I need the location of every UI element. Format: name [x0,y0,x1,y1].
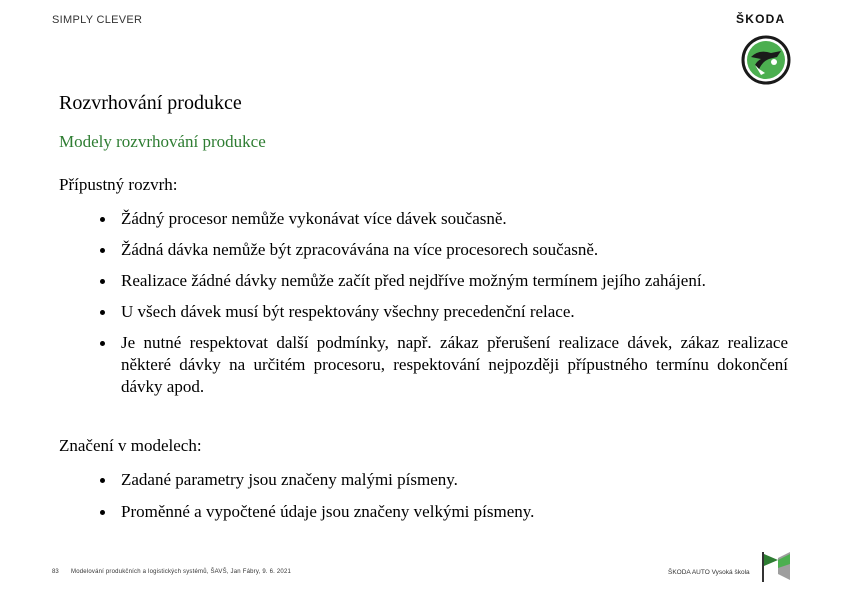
bullet-icon [100,248,105,253]
skoda-logo-icon [741,35,791,85]
school-flag-icon [760,550,794,584]
bullet-icon [100,279,105,284]
bullet-icon [100,341,105,346]
footer-brand: ŠKODA AUTO Vysoká škola [668,569,750,576]
brand-name: ŠKODA [736,12,786,26]
bullet-icon [100,478,105,483]
footer-text: Modelování produkčních a logistických systémů, ŠAVŠ, Jan Fábry, 9. 6. 2021 [71,569,292,575]
list-item: Žádná dávka nemůže být zpracovávána na více procesorech současně. [98,239,788,261]
tagline: SIMPLY CLEVER [52,14,143,26]
page-number: 83 [52,569,59,575]
feasible-schedule-list [98,208,788,407]
list-item: Proměnné a vypočtené údaje jsou značeny velkými písmeny. [98,501,788,523]
bullet-icon [100,217,105,222]
section-heading-model-notation: Značení v modelech: [59,436,202,455]
slide-title: Rozvrhování produkce [59,92,242,114]
list-item: Je nutné respektovat další podmínky, např. zákaz přerušení realizace dávek, zákaz realizace některé dávky na určitém procesoru, respektování nejpozději přípustného termínu dokončení dávky apod. [98,332,788,398]
slide-subtitle: Modely rozvrhování produkce [59,132,266,151]
list-item: U všech dávek musí být respektovány všechny precedenční relace. [98,301,788,323]
list-item: Zadané parametry jsou značeny malými písmeny. [98,469,788,491]
list-item: Realizace žádné dávky nemůže začít před nejdříve možným termínem jejího zahájení. [98,270,788,292]
section-heading-feasible-schedule: Přípustný rozvrh: [59,175,178,194]
bullet-icon [100,510,105,515]
bullet-icon [100,310,105,315]
model-notation-list [98,469,788,532]
list-item: Žádný procesor nemůže vykonávat více dávek současně. [98,208,788,230]
